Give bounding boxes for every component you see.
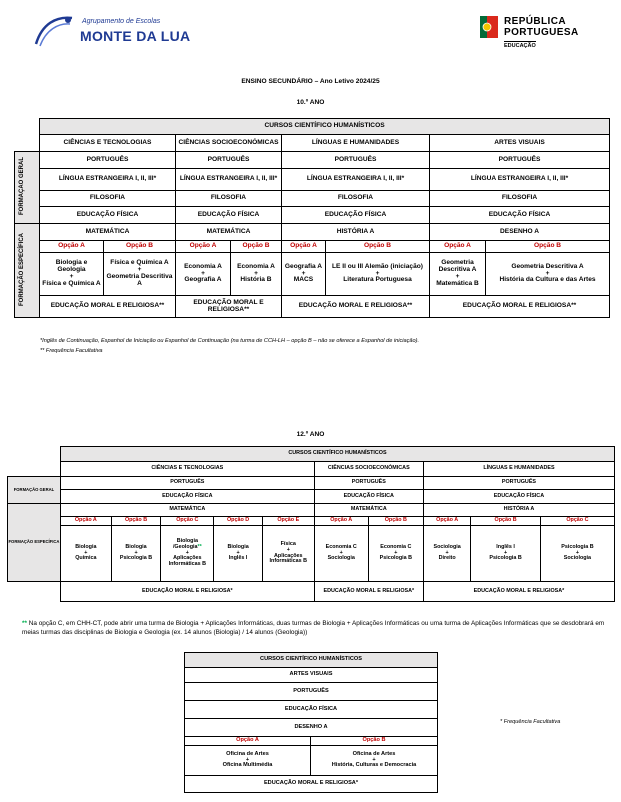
cell-portugues: PORTUGUÊS [314, 477, 423, 490]
school-logo [34, 14, 204, 50]
side-formacao-geral: FORMAÇÃO GERAL [8, 477, 61, 504]
option-label: Opção A [314, 517, 368, 526]
cell-emr: EDUCAÇÃO MORAL E RELIGIOSA* [314, 582, 423, 602]
av12-courses-header: CURSOS CIENTÍFICO HUMANÍSTICOS [185, 653, 438, 668]
option-cell: Biologia /Geologia** + Aplicações Informáticas B [161, 526, 214, 582]
option-cell: Geografia A + MACS [282, 253, 326, 296]
cell-portugues: PORTUGUÊS [176, 152, 282, 169]
av12-note: * Frequência Facultativa [500, 719, 561, 725]
option-cell: Psicologia B + Sociologia [540, 526, 614, 582]
cell-lingua-estrangeira: LÍNGUA ESTRANGEIRA I, II, III* [176, 169, 282, 191]
cell-portugues: PORTUGUÊS [423, 477, 614, 490]
option-label: Opção A [430, 241, 486, 253]
option-label: Opção A [282, 241, 326, 253]
grade10-courses-header: CURSOS CIENTÍFICO HUMANÍSTICOS [40, 119, 610, 135]
cell-portugues: PORTUGUÊS [282, 152, 430, 169]
option-cell: Economia C + Sociologia [314, 526, 368, 582]
cell-trienal: DESENHO A [185, 719, 438, 737]
cell-emr: EDUCAÇÃO MORAL E RELIGIOSA** [282, 296, 430, 318]
option-label: Opção A [185, 737, 311, 746]
grade10-table [14, 118, 610, 318]
cell-trienal: HISTÓRIA A [423, 504, 614, 517]
option-label: Opção A [423, 517, 470, 526]
course-ct: CIÊNCIAS E TECNOLOGIAS [60, 462, 314, 477]
option-label: Opção A [40, 241, 104, 253]
option-label: Opção B [326, 241, 430, 253]
option-label: Opção B [471, 517, 541, 526]
cell-trienal: DESENHO A [430, 224, 610, 241]
grade10-note-2: ** Frequência Facultativa [40, 348, 103, 354]
cell-emr: EDUCAÇÃO MORAL E RELIGIOSA** [176, 296, 282, 318]
option-cell: Economia C + Psicologia B [368, 526, 423, 582]
gov-line-3: EDUCAÇÃO [504, 43, 536, 49]
av12-course: ARTES VISUAIS [185, 668, 438, 683]
course-cse: CIÊNCIAS SOCIOECONÓMICAS [176, 135, 282, 152]
av12-table [184, 652, 438, 793]
cell-trienal: MATEMÁTICA [40, 224, 176, 241]
gov-line-1: REPÚBLICA [504, 16, 566, 27]
side-formacao-especifica: FORMAÇÃO ESPECÍFICA [15, 224, 40, 318]
side-formacao-especifica: FORMAÇÃO ESPECÍFICA [8, 504, 61, 582]
cell-trienal: HISTÓRIA A [282, 224, 430, 241]
option-label: Opção B [368, 517, 423, 526]
cell-portugues: PORTUGUÊS [185, 683, 438, 701]
cell-educacao-fisica: EDUCAÇÃO FÍSICA [282, 207, 430, 224]
cell-lingua-estrangeira: LÍNGUA ESTRANGEIRA I, II, III* [40, 169, 176, 191]
cell-emr: EDUCAÇÃO MORAL E RELIGIOSA* [423, 582, 614, 602]
cell-lingua-estrangeira: LÍNGUA ESTRANGEIRA I, II, III* [282, 169, 430, 191]
grade10-title: 10.º ANO [296, 99, 325, 106]
grade12-courses-header: CURSOS CIENTÍFICO HUMANÍSTICOS [60, 447, 614, 462]
course-lh: LÍNGUAS E HUMANIDADES [282, 135, 430, 152]
school-logo-mark-icon [34, 14, 74, 48]
option-label: Opção B [111, 517, 161, 526]
option-label: Opção E [262, 517, 314, 526]
cell-trienal: MATEMÁTICA [60, 504, 314, 517]
option-label: Opção A [60, 517, 111, 526]
cell-emr: EDUCAÇÃO MORAL E RELIGIOSA* [60, 582, 314, 602]
cell-educacao-fisica: EDUCAÇÃO FÍSICA [40, 207, 176, 224]
option-cell: Biologia + Inglês I [214, 526, 263, 582]
option-cell: Inglês I + Psicologia B [471, 526, 541, 582]
document-title: ENSINO SECUNDÁRIO – Ano Letivo 2024/25 [241, 78, 380, 85]
cell-filosofia: FILOSOFIA [176, 191, 282, 207]
cell-trienal: MATEMÁTICA [314, 504, 423, 517]
option-cell: Economia A + História B [231, 253, 282, 296]
cell-emr: EDUCAÇÃO MORAL E RELIGIOSA* [185, 776, 438, 793]
cell-educacao-fisica: EDUCAÇÃO FÍSICA [314, 490, 423, 504]
gov-line-2: PORTUGUESA [504, 27, 579, 38]
cell-lingua-estrangeira: LÍNGUA ESTRANGEIRA I, II, III* [430, 169, 610, 191]
course-cse: CIÊNCIAS SOCIOECONÓMICAS [314, 462, 423, 477]
cell-trienal: MATEMÁTICA [176, 224, 282, 241]
cell-filosofia: FILOSOFIA [430, 191, 610, 207]
option-cell: Geometria Descritiva A + História da Cultura e das Artes [486, 253, 610, 296]
option-label: Opção C [161, 517, 214, 526]
option-cell: Sociologia + Direito [423, 526, 470, 582]
option-cell: LE II ou III Alemão (iniciação) + Literatura Portuguesa [326, 253, 430, 296]
option-label: Opção C [540, 517, 614, 526]
option-label: Opção D [214, 517, 263, 526]
grade12-note-text: Na opção C, em CHH-CT, pode abrir uma turma de Biologia + Aplicações Informáticas, duas turmas de Biologia + Aplicações Informáticas ou uma turma de Aplicações Informáticas que se desdobrará em meias turmas das disciplinas de Biologia e Geologia (ex. 14 alunos (Biologia) / 14 alunos (Geologia)) [22, 620, 605, 636]
cell-educacao-fisica: EDUCAÇÃO FÍSICA [176, 207, 282, 224]
grade12-table [7, 446, 615, 602]
school-name: MONTE DA LUA [80, 28, 191, 44]
portugal-flag-icon [480, 16, 498, 38]
grade10-note-1: *Inglês de Continuação, Espanhol de Iniciação ou Espanhol de Continuação (na turma de CCH-LH – opção B – não se oferece a Espanhol de iniciação). [40, 338, 420, 344]
grade12-title: 12.º ANO [296, 431, 325, 438]
cell-emr: EDUCAÇÃO MORAL E RELIGIOSA** [40, 296, 176, 318]
cell-filosofia: FILOSOFIA [282, 191, 430, 207]
course-ct: CIÊNCIAS E TECNOLOGIAS [40, 135, 176, 152]
option-cell: Física + Aplicações Informáticas B [262, 526, 314, 582]
option-cell: Biologia + Psicologia B [111, 526, 161, 582]
cell-portugues: PORTUGUÊS [60, 477, 314, 490]
cell-educacao-fisica: EDUCAÇÃO FÍSICA [423, 490, 614, 504]
school-small-name: Agrupamento de Escolas [82, 18, 161, 25]
grade12-note [22, 620, 614, 637]
side-formacao-geral: FORMAÇÃO GERAL [15, 152, 40, 224]
option-cell: Biologia e Geologia + Física e Química A [40, 253, 104, 296]
government-logo [480, 14, 590, 54]
option-label: Opção B [104, 241, 176, 253]
course-av: ARTES VISUAIS [430, 135, 610, 152]
option-cell: Economia A + Geografia A [176, 253, 231, 296]
course-lh: LÍNGUAS E HUMANIDADES [423, 462, 614, 477]
cell-educacao-fisica: EDUCAÇÃO FÍSICA [430, 207, 610, 224]
option-label: Opção B [231, 241, 282, 253]
cell-educacao-fisica: EDUCAÇÃO FÍSICA [185, 701, 438, 719]
option-label: Opção B [311, 737, 438, 746]
option-cell: Geometria Descritiva A + Matemática B [430, 253, 486, 296]
option-cell: Oficina de Artes + Oficina Multimédia [185, 746, 311, 776]
cell-portugues: PORTUGUÊS [430, 152, 610, 169]
option-cell: Física e Química A + Geometria Descritiva A [104, 253, 176, 296]
option-cell: Biologia + Química [60, 526, 111, 582]
option-label: Opção A [176, 241, 231, 253]
option-cell: Oficina de Artes + História, Culturas e Democracia [311, 746, 438, 776]
option-label: Opção B [486, 241, 610, 253]
cell-educacao-fisica: EDUCAÇÃO FÍSICA [60, 490, 314, 504]
cell-portugues: PORTUGUÊS [40, 152, 176, 169]
cell-filosofia: FILOSOFIA [40, 191, 176, 207]
grade12-note-mark: ** [22, 620, 27, 627]
cell-emr: EDUCAÇÃO MORAL E RELIGIOSA** [430, 296, 610, 318]
